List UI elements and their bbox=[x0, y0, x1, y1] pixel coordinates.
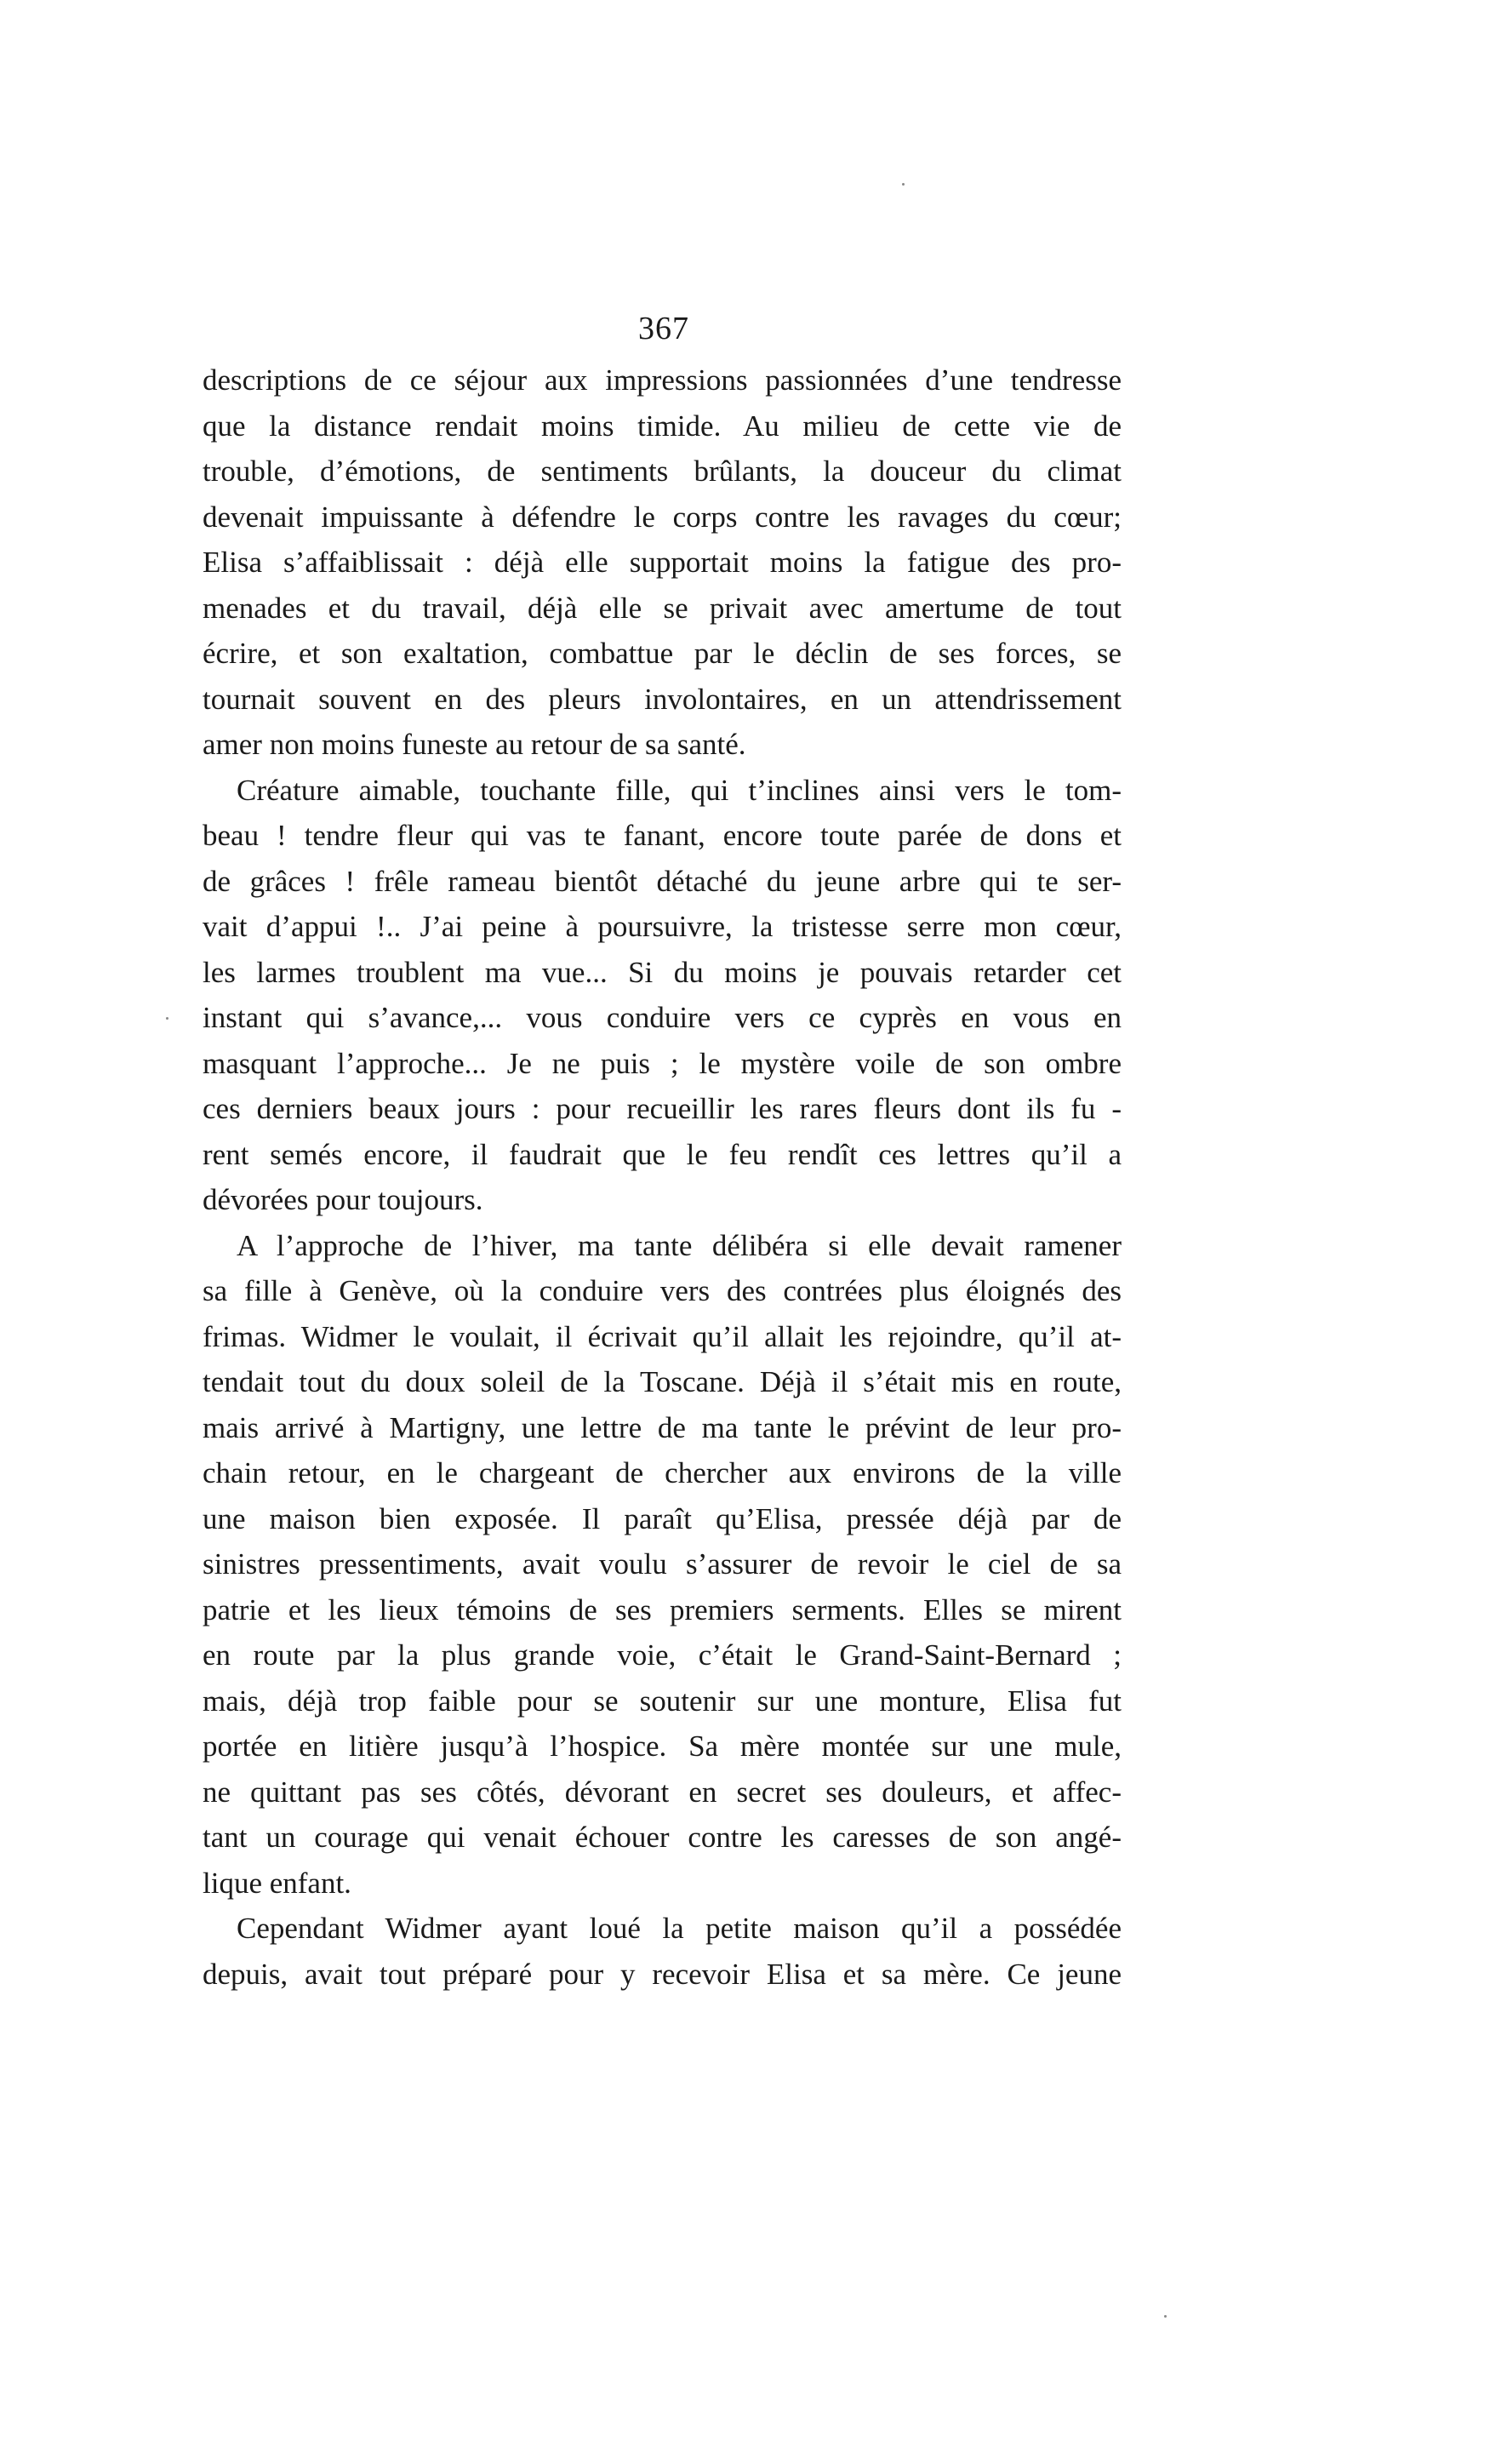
text-line: frimas. Widmer le voulait, il écrivait qu’il allait les rejoindre, qu’il at- bbox=[203, 1319, 1122, 1353]
text-line: sa fille à Genève, où la conduire vers des contrées plus éloignés des bbox=[203, 1274, 1122, 1307]
page-number: 367 bbox=[638, 311, 689, 346]
text-line: menades et du travail, déjà elle se privait avec amertume de tout bbox=[203, 591, 1122, 625]
paragraph-start-line: A l’approche de l’hiver, ma tante délibéra si elle devait ramener bbox=[237, 1228, 1122, 1262]
text-line: chain retour, en le chargeant de chercher aux environs de la ville bbox=[203, 1456, 1122, 1489]
text-line: devenait impuissante à défendre le corps contre les ravages du cœur; bbox=[203, 500, 1122, 534]
text-line: tant un courage qui venait échouer contre les caresses de son angé- bbox=[203, 1821, 1122, 1854]
text-line: amer non moins funeste au retour de sa santé. bbox=[203, 728, 746, 761]
text-line: masquant l’approche... Je ne puis ; le mystère voile de son ombre bbox=[203, 1046, 1122, 1080]
text-line: mais, déjà trop faible pour se soutenir sur une monture, Elisa fut bbox=[203, 1684, 1122, 1718]
text-line: descriptions de ce séjour aux impressions passionnées d’une tendresse bbox=[203, 363, 1122, 397]
body-text bbox=[203, 357, 1122, 1997]
text-line: rent semés encore, il faudrait que le feu rendît ces lettres qu’il a bbox=[203, 1137, 1122, 1171]
text-line: les larmes troublent ma vue... Si du moins je pouvais retarder cet bbox=[203, 955, 1122, 989]
paragraph-start-line: Cependant Widmer ayant loué la petite maison qu’il a possédée bbox=[237, 1912, 1122, 1945]
text-line: mais arrivé à Martigny, une lettre de ma tante le prévint de leur pro- bbox=[203, 1410, 1122, 1444]
text-line: trouble, d’émotions, de sentiments brûlants, la douceur du climat bbox=[203, 454, 1122, 488]
text-line: de grâces ! frêle rameau bientôt détaché du jeune arbre qui te ser- bbox=[203, 864, 1122, 898]
paper-speck bbox=[166, 1017, 168, 1020]
text-line: beau ! tendre fleur qui vas te fanant, encore toute parée de dons et bbox=[203, 819, 1122, 852]
text-line: portée en litière jusqu’à l’hospice. Sa mère montée sur une mule, bbox=[203, 1729, 1122, 1763]
text-line: depuis, avait tout préparé pour y recevoir Elisa et sa mère. Ce jeune bbox=[203, 1957, 1122, 1991]
text-line: patrie et les lieux témoins de ses premiers serments. Elles se mirent bbox=[203, 1592, 1122, 1626]
text-line: tournait souvent en des pleurs involontaires, en un attendrissement bbox=[203, 682, 1122, 716]
text-line: une maison bien exposée. Il paraît qu’Elisa, pressée déjà par de bbox=[203, 1501, 1122, 1535]
text-line: en route par la plus grande voie, c’était le Grand-Saint-Bernard ; bbox=[203, 1638, 1122, 1672]
text-line: lique enfant. bbox=[203, 1866, 351, 1900]
paper-speck bbox=[1164, 2315, 1167, 2318]
text-line: vait d’appui !.. J’ai peine à poursuivre, la tristesse serre mon cœur, bbox=[203, 910, 1122, 943]
paper-speck bbox=[902, 183, 905, 186]
text-line: écrire, et son exaltation, combattue par le déclin de ses forces, se bbox=[203, 637, 1122, 670]
text-line: ces derniers beaux jours : pour recueillir les rares fleurs dont ils fu - bbox=[203, 1092, 1122, 1125]
text-line: dévorées pour toujours. bbox=[203, 1183, 483, 1216]
text-line: sinistres pressentiments, avait voulu s’assurer de revoir le ciel de sa bbox=[203, 1547, 1122, 1581]
text-line: que la distance rendait moins timide. Au milieu de cette vie de bbox=[203, 409, 1122, 443]
text-line: Elisa s’affaiblissait : déjà elle supportait moins la fatigue des pro- bbox=[203, 546, 1122, 579]
text-line: ne quittant pas ses côtés, dévorant en secret ses douleurs, et affec- bbox=[203, 1775, 1122, 1809]
paragraph-start-line: Créature aimable, touchante fille, qui t’inclines ainsi vers le tom- bbox=[237, 773, 1122, 807]
text-line: instant qui s’avance,... vous conduire vers ce cyprès en vous en bbox=[203, 1001, 1122, 1034]
text-line: tendait tout du doux soleil de la Toscane. Déjà il s’était mis en route, bbox=[203, 1365, 1122, 1398]
